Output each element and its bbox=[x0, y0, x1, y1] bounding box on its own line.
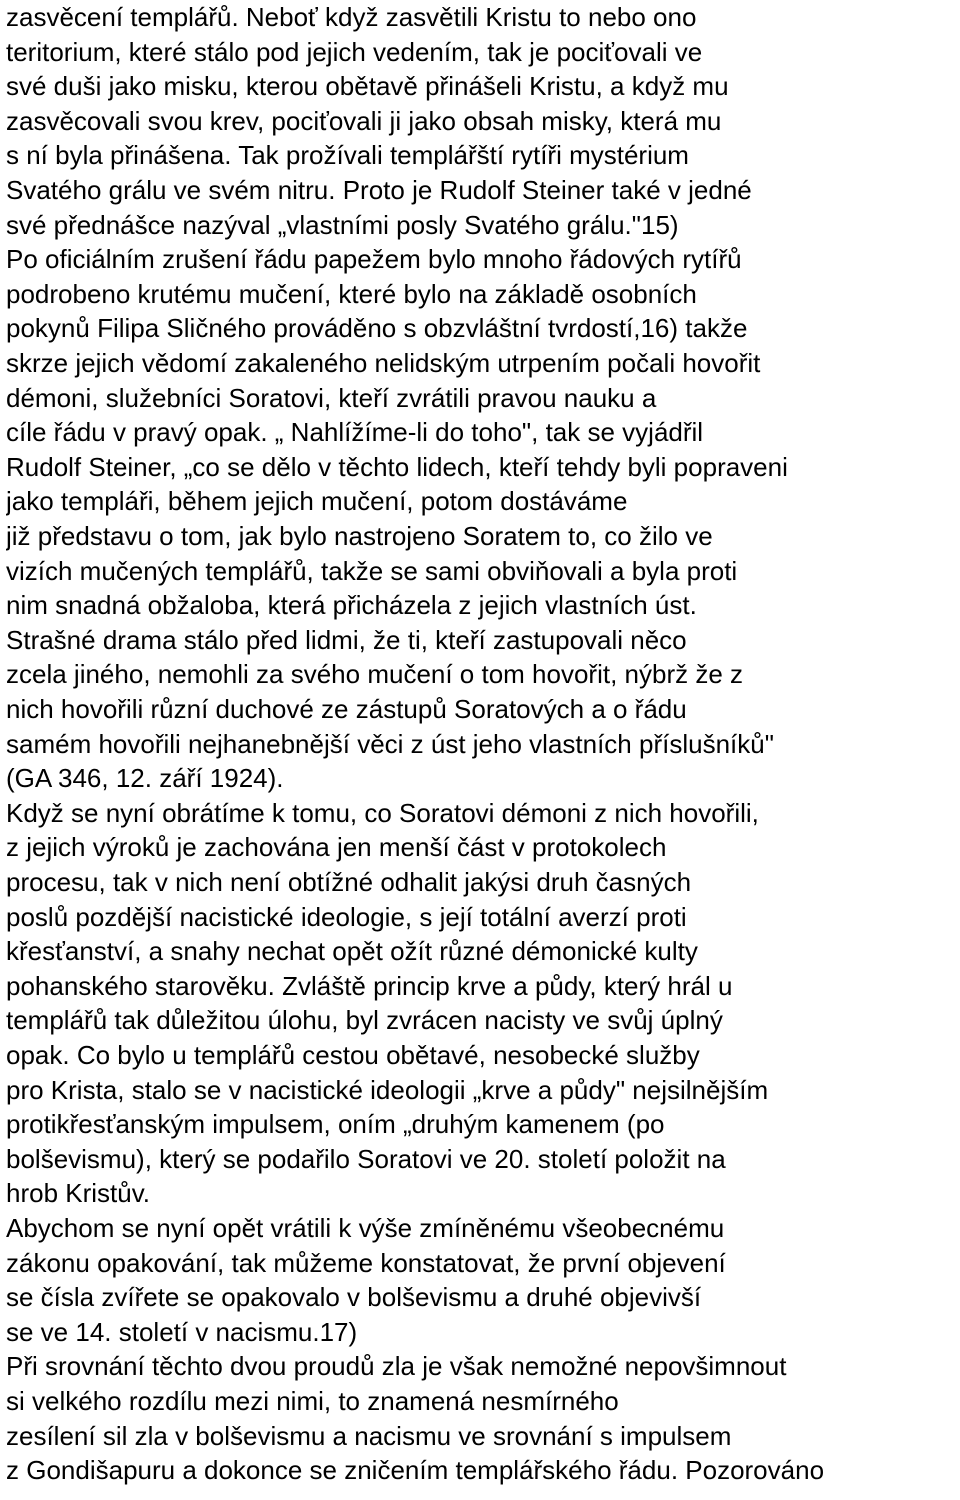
text-line: Abychom se nyní opět vrátili k výše zmíněnému všeobecnému bbox=[6, 1213, 725, 1243]
text-line: skrze jejich vědomí zakaleného nelidským utrpením počali hovořit bbox=[6, 348, 761, 378]
text-line: Při srovnání těchto dvou proudů zla je však nemožné nepovšimnout bbox=[6, 1351, 787, 1382]
text-line: cíle řádu v pravý opak. „ Nahlížíme-li do toho", tak se vyjádřil bbox=[6, 417, 704, 448]
text-line: podrobeno krutému mučení, které bylo na základě osobních bbox=[6, 278, 697, 309]
text-line: jako templáři, během jejich mučení, potom dostáváme bbox=[6, 486, 628, 517]
text-line: zasvěcovali svou krev, pociťovali ji jako obsah misky, která mu bbox=[6, 105, 722, 136]
text-line: z jejich výroků je zachována jen menší část v protokolech bbox=[6, 832, 667, 863]
text-line: zasvěcení templářů. Neboť když zasvětili Kristu to nebo ono bbox=[6, 2, 697, 32]
text-line: Po oficiálním zrušení řádu papežem bylo mnoho řádových rytířů bbox=[6, 244, 742, 275]
text-line: Rudolf Steiner, „co se dělo v těchto lidech, kteří tehdy byli popraveni bbox=[6, 451, 788, 482]
text-line: se ve 14. století v nacismu.17) bbox=[6, 1316, 358, 1347]
text-line: zákonu opakování, tak můžeme konstatovat, že první objevení bbox=[6, 1247, 726, 1278]
text-line: bolševismu), který se podařilo Soratovi ve 20. století položit na bbox=[6, 1143, 726, 1174]
text-line: pohanského starověku. Zvláště princip krve a půdy, který hrál u bbox=[6, 970, 733, 1001]
text-line: již představu o tom, jak bylo nastrojeno Soratem to, co žilo ve bbox=[6, 521, 713, 551]
text-line: své duši jako misku, kterou obětavě přinášeli Kristu, a když mu bbox=[6, 71, 729, 102]
text-line: nich hovořili různí duchové ze zástupů Soratových a o řádu bbox=[6, 694, 687, 724]
text-line: se čísla zvířete se opakovalo v bolševismu a druhé objevivší bbox=[6, 1282, 702, 1313]
text-line: protikřesťanským impulsem, oním „druhým kamenem (po bbox=[6, 1109, 665, 1140]
text-line: samém hovořili nejhanebnější věci z úst jeho vlastních příslušníků" bbox=[6, 728, 774, 759]
text-line: zcela jiného, nemohli za svého mučení o tom hovořit, nýbrž že z bbox=[6, 659, 744, 690]
text-line: procesu, tak v nich není obtížné odhalit jakýsi druh časných bbox=[6, 867, 692, 897]
text-line: Když se nyní obrátíme k tomu, co Soratovi démoni z nich hovořili, bbox=[6, 797, 759, 828]
text-line: démoni, služebníci Soratovi, kteří zvrátili pravou nauku a bbox=[6, 382, 657, 413]
text-line: pokynů Filipa Sličného prováděno s obzvláštní tvrdostí,16) takže bbox=[6, 313, 748, 344]
text-line: templářů tak důležitou úlohu, byl zvrácen nacisty ve svůj úplný bbox=[6, 1005, 723, 1036]
text-line: Svatého grálu ve svém nitru. Proto je Rudolf Steiner také v jedné bbox=[6, 175, 752, 205]
text-line: poslů pozdější nacistické ideologie, s její totální averzí proti bbox=[6, 901, 687, 932]
text-line: vizích mučených templářů, takže se sami obviňovali a byla proti bbox=[6, 555, 738, 586]
text-line: Strašné drama stálo před lidmi, že ti, kteří zastupovali něco bbox=[6, 624, 687, 655]
text-line: z Gondišapuru a dokonce se zničením templářského řádu. Pozorováno bbox=[6, 1455, 825, 1486]
text-line: si velkého rozdílu mezi nimi, to znamená nesmírného bbox=[6, 1386, 619, 1416]
text-line: hrob Kristův. bbox=[6, 1178, 151, 1209]
text-line: nim snadná obžaloba, která přicházela z jejich vlastních úst. bbox=[6, 590, 697, 621]
text-line: s ní byla přinášena. Tak prožívali templářští rytíři mystérium bbox=[6, 140, 689, 171]
text-line: pro Krista, stalo se v nacistické ideologii „krve a půdy" nejsilnějším bbox=[6, 1074, 769, 1105]
text-line: křesťanství, a snahy nechat opět ožít různé démonické kulty bbox=[6, 936, 698, 967]
document-page bbox=[6, 0, 960, 1500]
text-line: teritorium, které stálo pod jejich vedením, tak je pociťovali ve bbox=[6, 36, 703, 67]
text-line: zesílení sil zla v bolševismu a nacismu ve srovnání s impulsem bbox=[6, 1420, 732, 1451]
text-line: opak. Co bylo u templářů cestou obětavé, nesobecké služby bbox=[6, 1040, 700, 1070]
text-line: (GA 346, 12. září 1924). bbox=[6, 763, 284, 794]
text-line: své přednášce nazýval „vlastními posly Svatého grálu."15) bbox=[6, 209, 679, 240]
